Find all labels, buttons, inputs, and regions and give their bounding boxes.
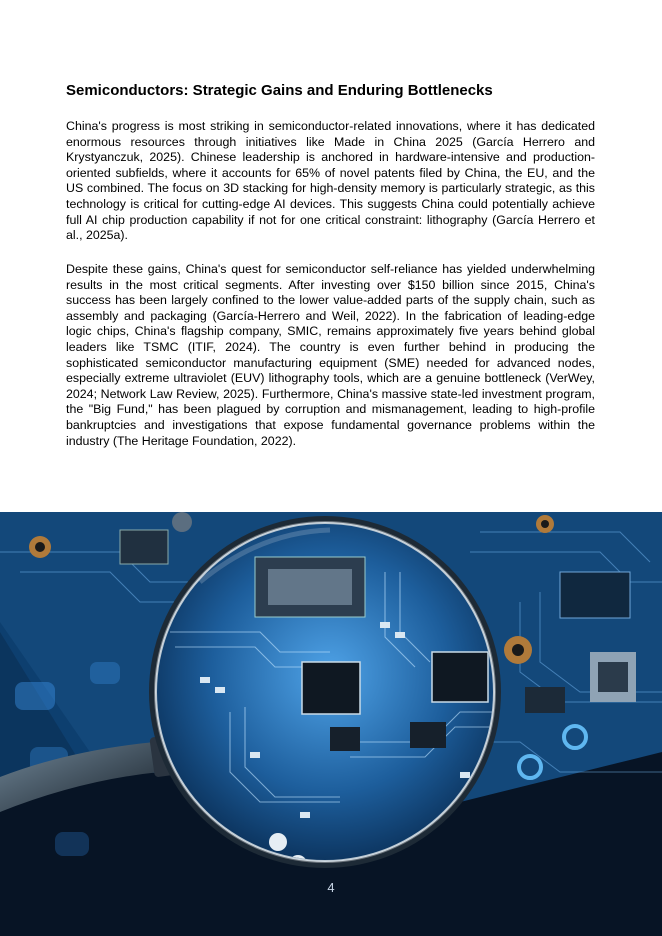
circuit-board-illustration [0, 512, 662, 936]
paragraph-progress: China's progress is most striking in semiconductor-related innovations, where it has dedicated enormous resources through initiatives like Made in China 2025 (García Herrero and Krystyanczuk, 2025). Chinese leadership is anchored in hardware-intensive and production-oriented subfields, where it accounts for 65% of novel patents filed by China, the EU, and the US combined. The focus on 3D stacking for high-density memory is particularly strategic, as this technology is critical for cutting-edge AI devices. This suggests China could potentially achieve full AI chip production capability if not for one critical constraint: lithography (García Herrero et al., 2025a). [66, 119, 595, 243]
page-number: 4 [327, 880, 335, 895]
section-heading: Semiconductors: Strategic Gains and Enduring Bottlenecks [66, 82, 493, 99]
paragraph-bottlenecks: Despite these gains, China's quest for semiconductor self-reliance has yielded underwhelming results in the most critical segments. After investing over $150 billion since 2015, China's success has been largely confined to the lower value-added parts of the supply chain, such as assembly and packaging (García-Herrero and Weil, 2022). In the fabrication of leading-edge logic chips, China's flagship company, SMIC, remains approximately five years behind global leaders like TSMC (ITIF, 2024). The country is even further behind in producing the sophisticated semiconductor manufacturing equipment (SME) needed for advanced nodes, especially extreme ultraviolet (EUV) lithography tools, which are a genuine bottleneck (VerWey, 2024; Network Law Review, 2025). Furthermore, China's massive state-led investment program, the "Big Fund," has been plagued by corruption and mismanagement, leading to high-profile bankruptcies and investigations that expose fundamental governance problems within the industry (The Heritage Foundation, 2022). [66, 262, 595, 448]
circuit-board-magnifier-image [0, 512, 662, 936]
